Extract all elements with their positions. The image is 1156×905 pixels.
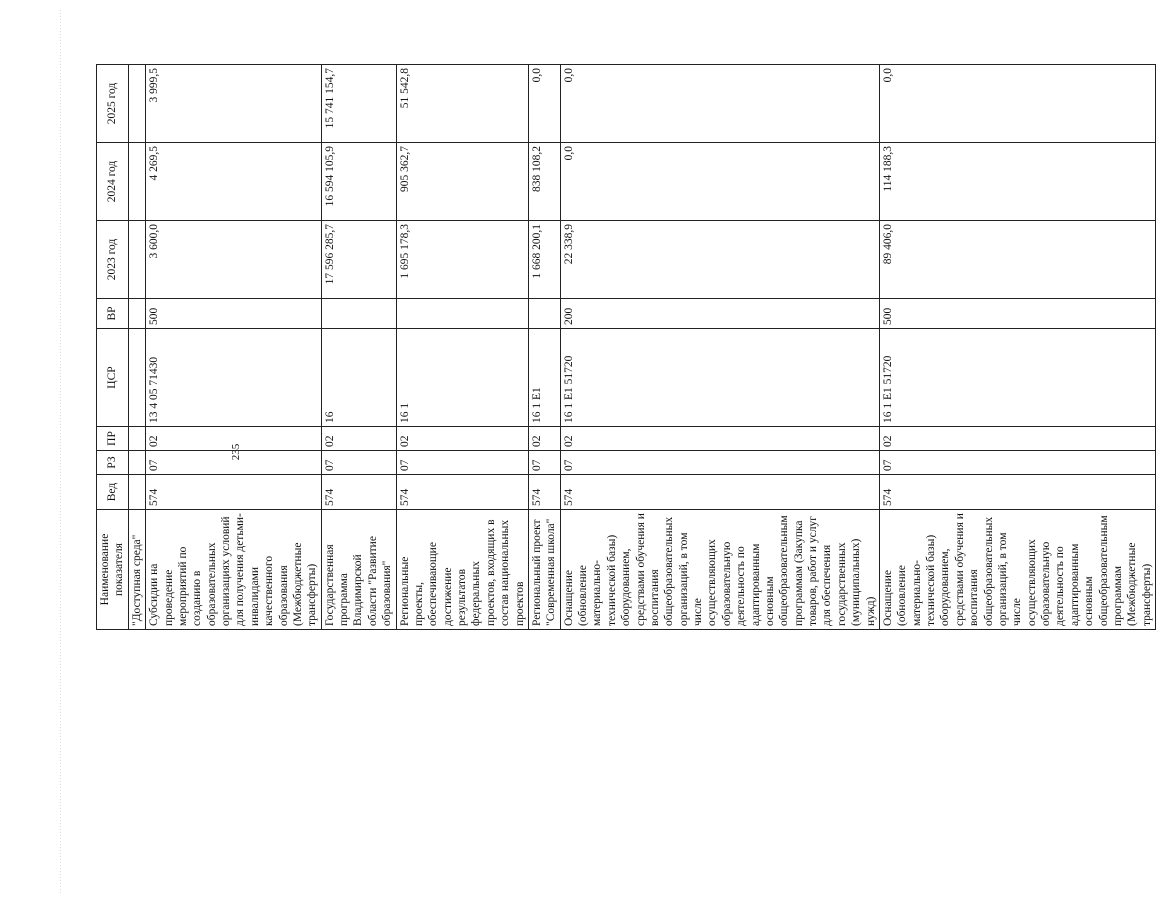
row-2025: [128, 65, 145, 143]
col-header-ved: Вед: [97, 475, 129, 510]
col-header-vr: ВР: [97, 299, 129, 329]
row-name: Оснащение (обновление материально-технической базы) оборудованием, средствами обучения и воспитания общеобразовательных организаций, в том числе осуществляющих образовательную деятельность по адаптированным основным общеобразовательным программам (Межбюджетные трансферты): [879, 510, 1155, 630]
row-rz: 07: [560, 451, 879, 475]
col-header-2024: 2024 год: [97, 143, 129, 221]
row-name: Оснащение (обновление материально-технической базы) оборудованием, средствами обучения и воспитания общеобразовательных организаций, в том числе осуществляющих образовательную деятельность по адаптированным основным общеобразовательным программам (Закупка товаров, работ и услуг для обеспечения государственных (муниципальных) нужд): [560, 510, 879, 630]
row-2025: 3 999,5: [146, 65, 322, 143]
row-csr: 16 1 E1 51720: [879, 329, 1155, 427]
row-rz: 07: [146, 451, 322, 475]
col-header-csr: ЦСР: [97, 329, 129, 427]
row-ved: 574: [321, 475, 396, 510]
row-2025: 51 542,8: [396, 65, 528, 143]
row-csr: 13 4 05 71430: [146, 329, 322, 427]
row-2023: 17 596 285,7: [321, 221, 396, 299]
table-row: [146, 65, 322, 630]
row-ved: 574: [528, 475, 560, 510]
row-2024: 4 269,5: [146, 143, 322, 221]
row-pr: 02: [321, 427, 396, 451]
row-vr: [321, 299, 396, 329]
col-header-pr: ПР: [97, 427, 129, 451]
row-name: Региональный проект "Современная школа": [528, 510, 560, 630]
row-rz: 07: [321, 451, 396, 475]
row-rz: 07: [396, 451, 528, 475]
col-header-2023: 2023 год: [97, 221, 129, 299]
row-2023: 89 406,0: [879, 221, 1155, 299]
rotated-table-container: [96, 65, 1153, 630]
row-2024: 0,0: [560, 143, 879, 221]
row-2023: 1 668 200,1: [528, 221, 560, 299]
row-csr: 16 1: [396, 329, 528, 427]
row-2023: 22 338,9: [560, 221, 879, 299]
row-vr: [396, 299, 528, 329]
row-pr: [128, 427, 145, 451]
row-csr: 16: [321, 329, 396, 427]
row-2024: 114 188,3: [879, 143, 1155, 221]
row-2023: 1 695 178,3: [396, 221, 528, 299]
table-header-row: [97, 65, 129, 630]
row-ved: [128, 475, 145, 510]
row-pr: 02: [560, 427, 879, 451]
row-name: Региональные проекты, обеспечивающие достижение результатов федеральных проектов, входящих в состав национальных проектов: [396, 510, 528, 630]
row-pr: 02: [396, 427, 528, 451]
row-2025: 0,0: [528, 65, 560, 143]
col-header-rz: РЗ: [97, 451, 129, 475]
row-ved: 574: [879, 475, 1155, 510]
row-2023: [128, 221, 145, 299]
row-csr: [128, 329, 145, 427]
row-vr: 200: [560, 299, 879, 329]
row-rz: 07: [879, 451, 1155, 475]
table-row: [879, 65, 1155, 630]
row-ved: 574: [396, 475, 528, 510]
row-2025: 15 741 154,7: [321, 65, 396, 143]
row-2024: 905 362,7: [396, 143, 528, 221]
table-row: [128, 65, 145, 630]
page-number: 235: [230, 443, 242, 461]
row-2025: 0,0: [879, 65, 1155, 143]
row-2024: [128, 143, 145, 221]
row-vr: 500: [879, 299, 1155, 329]
table-row: [321, 65, 396, 630]
col-header-2025: 2025 год: [97, 65, 129, 143]
row-vr: [528, 299, 560, 329]
budget-table: [96, 64, 1156, 630]
row-2024: 16 594 105,9: [321, 143, 396, 221]
row-2024: 838 108,2: [528, 143, 560, 221]
row-name: Субсидии на проведение мероприятий по созданию в образовательных организациях условий для получения детьми-инвалидами качественного образования (Межбюджетные трансферты): [146, 510, 322, 630]
row-name: Государственная программа Владимирской области "Развитие образования": [321, 510, 396, 630]
row-csr: 16 1 E1: [528, 329, 560, 427]
row-csr: 16 1 E1 51720: [560, 329, 879, 427]
row-ved: 574: [146, 475, 322, 510]
row-pr: 02: [146, 427, 322, 451]
row-pr: 02: [528, 427, 560, 451]
row-pr: 02: [879, 427, 1155, 451]
row-rz: [128, 451, 145, 475]
table-row: [528, 65, 560, 630]
table-row: [560, 65, 879, 630]
col-header-name: Наименование показателя: [97, 510, 129, 630]
row-vr: [128, 299, 145, 329]
row-rz: 07: [528, 451, 560, 475]
row-2023: 3 600,0: [146, 221, 322, 299]
scan-edge-dots: [60, 10, 61, 895]
table-row: [396, 65, 528, 630]
row-2025: 0,0: [560, 65, 879, 143]
row-name: "Доступная среда": [128, 510, 145, 630]
row-ved: 574: [560, 475, 879, 510]
row-vr: 500: [146, 299, 322, 329]
